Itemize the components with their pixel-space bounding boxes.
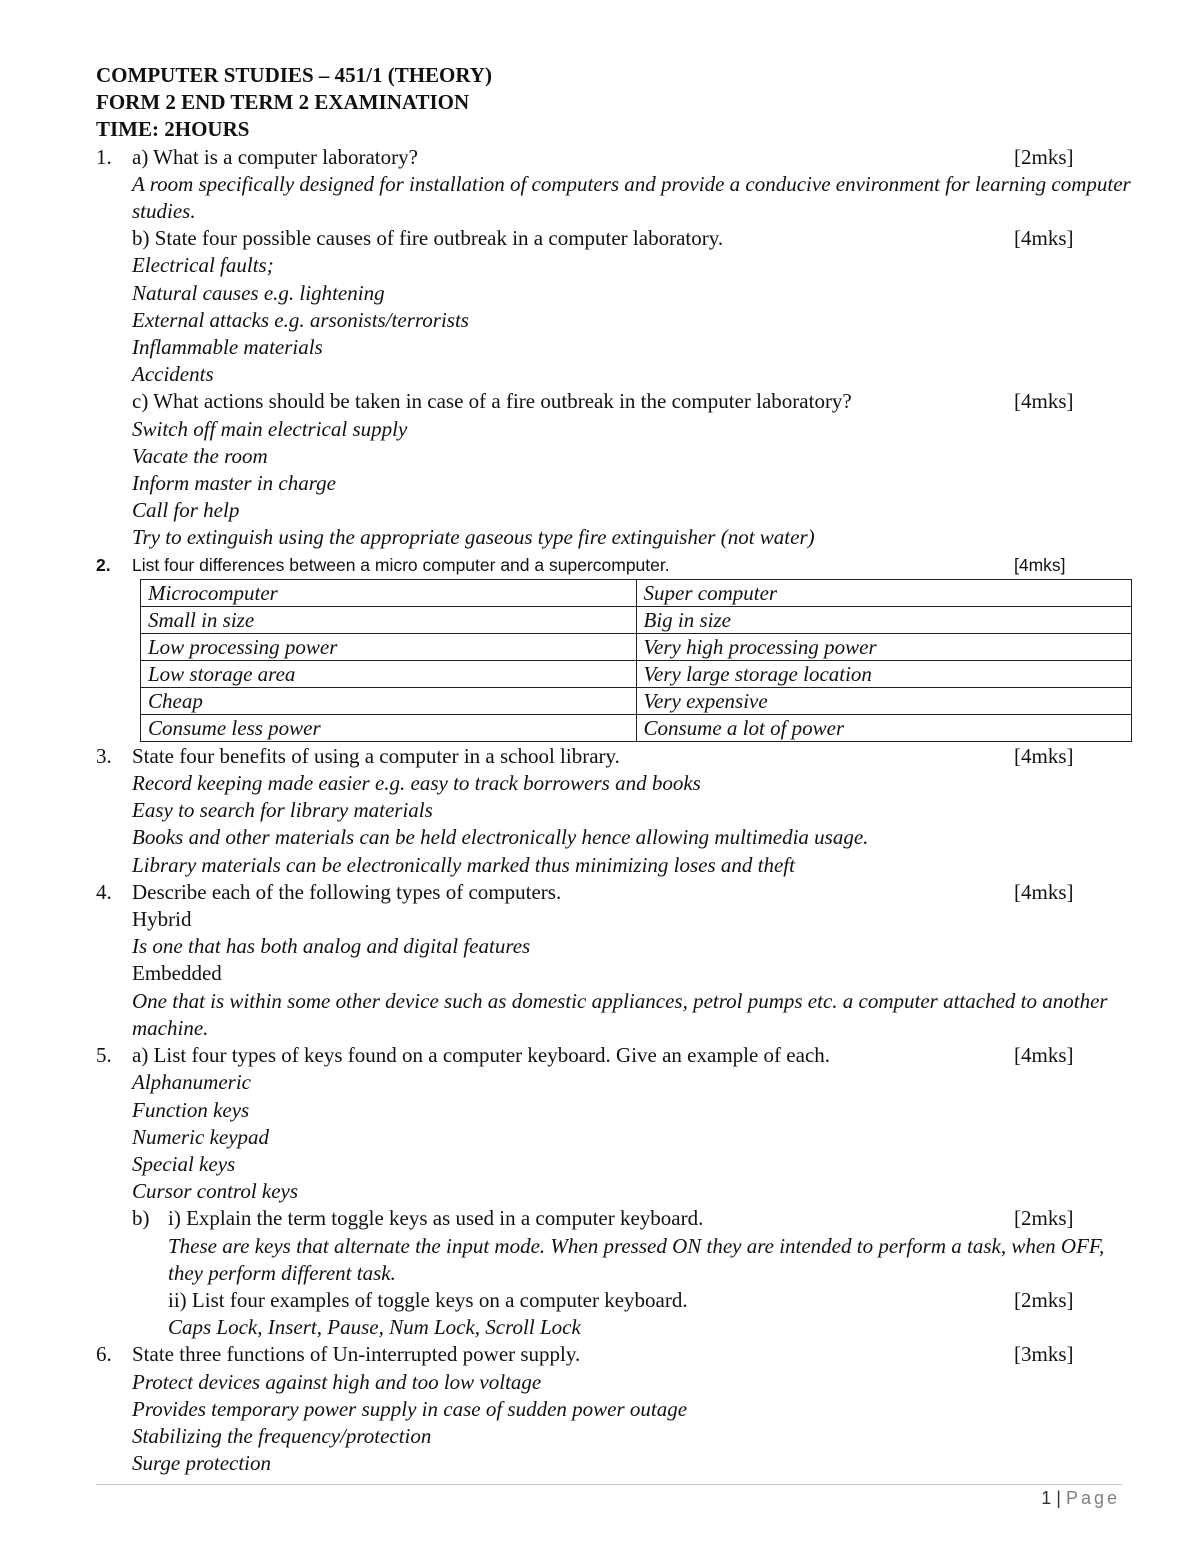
question-number: 3. bbox=[96, 743, 112, 768]
answer: Alphanumeric bbox=[132, 1070, 251, 1095]
question-number: 2. bbox=[96, 554, 111, 575]
footer-divider bbox=[96, 1484, 1122, 1485]
answer: Try to extinguish using the appropriate gaseous type fire extinguisher (not water) bbox=[132, 525, 815, 550]
table-cell: Low processing power bbox=[141, 633, 637, 660]
answer: Call for help bbox=[132, 498, 240, 523]
comparison-table bbox=[140, 579, 1132, 742]
question-3 bbox=[96, 743, 1136, 770]
table-row bbox=[141, 660, 1132, 687]
answer: Function keys bbox=[132, 1097, 250, 1122]
marks: [4mks] bbox=[1014, 389, 1074, 414]
question-2 bbox=[96, 552, 1136, 579]
question-text: b) State four possible causes of fire outbreak in a computer laboratory. bbox=[132, 226, 724, 251]
question-text: a) What is a computer laboratory? bbox=[132, 144, 418, 169]
marks: [4mks] bbox=[1014, 879, 1074, 904]
exam-title: COMPUTER STUDIES – 451/1 (THEORY) bbox=[96, 63, 492, 87]
answer: External attacks e.g. arsonists/terrorists bbox=[132, 307, 469, 332]
table-cell: Super computer bbox=[636, 579, 1132, 606]
answer: Inform master in charge bbox=[132, 471, 336, 496]
question-text: a) List four types of keys found on a computer keyboard. Give an example of each. bbox=[132, 1043, 831, 1068]
question-text: List four differences between a micro computer and a supercomputer. bbox=[132, 554, 670, 575]
answer: Is one that has both analog and digital features bbox=[132, 934, 531, 959]
page-label: Page bbox=[1065, 1488, 1120, 1508]
table-cell: Very expensive bbox=[636, 687, 1132, 714]
answer: Surge protection bbox=[132, 1451, 272, 1476]
answer: Protect devices against high and too low voltage bbox=[132, 1369, 542, 1394]
answer: Record keeping made easier e.g. easy to track borrowers and books bbox=[132, 771, 701, 796]
question-text: State four benefits of using a computer in a school library. bbox=[132, 743, 620, 768]
answer: Inflammable materials bbox=[132, 335, 323, 360]
table-row bbox=[141, 633, 1132, 660]
answer: Switch off main electrical supply bbox=[132, 416, 408, 441]
answer: Provides temporary power supply in case of sudden power outage bbox=[132, 1396, 688, 1421]
question-number: 5. bbox=[96, 1043, 112, 1068]
question-4 bbox=[96, 879, 1136, 906]
question-6 bbox=[96, 1341, 1136, 1368]
table-cell: Big in size bbox=[636, 606, 1132, 633]
exam-time: TIME: 2HOURS bbox=[96, 117, 250, 142]
page-number: 1 bbox=[1041, 1488, 1052, 1508]
table-cell: Cheap bbox=[141, 687, 637, 714]
answer: Electrical faults; bbox=[132, 253, 274, 278]
marks: [4mks] bbox=[1014, 743, 1074, 768]
answer: Accidents bbox=[132, 362, 214, 387]
marks: [2mks] bbox=[1014, 1206, 1074, 1231]
answer: Easy to search for library materials bbox=[132, 798, 433, 823]
table-cell: Consume a lot of power bbox=[636, 714, 1132, 741]
question-5bii bbox=[96, 1287, 1136, 1314]
answer: Books and other materials can be held electronically hence allowing multimedia usage. bbox=[132, 825, 869, 850]
table-cell: Microcomputer bbox=[141, 579, 637, 606]
table-cell: Consume less power bbox=[141, 714, 637, 741]
term: Embedded bbox=[132, 961, 222, 986]
answer: Caps Lock, Insert, Pause, Num Lock, Scroll Lock bbox=[168, 1315, 581, 1340]
answer: A room specifically designed for installation of computers and provide a conducive environment for learning computer studies. bbox=[132, 171, 1131, 224]
question-text: Describe each of the following types of computers. bbox=[132, 879, 562, 904]
answer: Numeric keypad bbox=[132, 1124, 270, 1149]
table-row bbox=[141, 714, 1132, 741]
question-5bi bbox=[96, 1205, 1136, 1232]
question-number: 6. bbox=[96, 1342, 112, 1367]
term: Hybrid bbox=[132, 907, 192, 932]
answer: Stabilizing the frequency/protection bbox=[132, 1423, 432, 1448]
marks: [2mks] bbox=[1014, 1287, 1074, 1312]
question-text: c) What actions should be taken in case of a fire outbreak in the computer laboratory? bbox=[132, 389, 852, 414]
table-row bbox=[141, 579, 1132, 606]
marks: [4mks] bbox=[1014, 1043, 1074, 1068]
answer: Cursor control keys bbox=[132, 1179, 299, 1204]
table-row bbox=[141, 687, 1132, 714]
question-text: State three functions of Un-interrupted power supply. bbox=[132, 1342, 581, 1367]
answer: Natural causes e.g. lightening bbox=[132, 280, 385, 305]
answer: Vacate the room bbox=[132, 443, 268, 468]
question-number: 1. bbox=[96, 144, 112, 169]
sub-question-label: b) bbox=[132, 1206, 150, 1231]
question-1c bbox=[96, 388, 1136, 415]
table-cell: Low storage area bbox=[141, 660, 637, 687]
question-number: 4. bbox=[96, 879, 112, 904]
table-cell: Very large storage location bbox=[636, 660, 1132, 687]
answer: Library materials can be electronically marked thus minimizing loses and theft bbox=[132, 852, 795, 877]
exam-subtitle: FORM 2 END TERM 2 EXAMINATION bbox=[96, 90, 470, 115]
table-row bbox=[141, 606, 1132, 633]
marks: [3mks] bbox=[1014, 1342, 1074, 1367]
question-text: ii) List four examples of toggle keys on a computer keyboard. bbox=[168, 1287, 688, 1312]
question-1a bbox=[96, 144, 1136, 171]
table-cell: Very high processing power bbox=[636, 633, 1132, 660]
exam-document bbox=[96, 62, 1136, 1477]
question-1b bbox=[96, 225, 1136, 252]
table-cell: Small in size bbox=[141, 606, 637, 633]
question-5a bbox=[96, 1042, 1136, 1069]
marks: [4mks] bbox=[1014, 554, 1066, 575]
question-text: i) Explain the term toggle keys as used in a computer keyboard. bbox=[168, 1206, 704, 1231]
page-footer bbox=[1041, 1488, 1120, 1509]
footer-separator: | bbox=[1056, 1488, 1061, 1508]
marks: [4mks] bbox=[1014, 226, 1074, 251]
marks: [2mks] bbox=[1014, 144, 1074, 169]
answer: Special keys bbox=[132, 1151, 236, 1176]
answer: One that is within some other device such as domestic appliances, petrol pumps etc. a computer attached to another machine. bbox=[132, 988, 1108, 1040]
answer: These are keys that alternate the input mode. When pressed ON they are intended to perform a task, when OFF, they perform different task. bbox=[168, 1233, 1105, 1285]
